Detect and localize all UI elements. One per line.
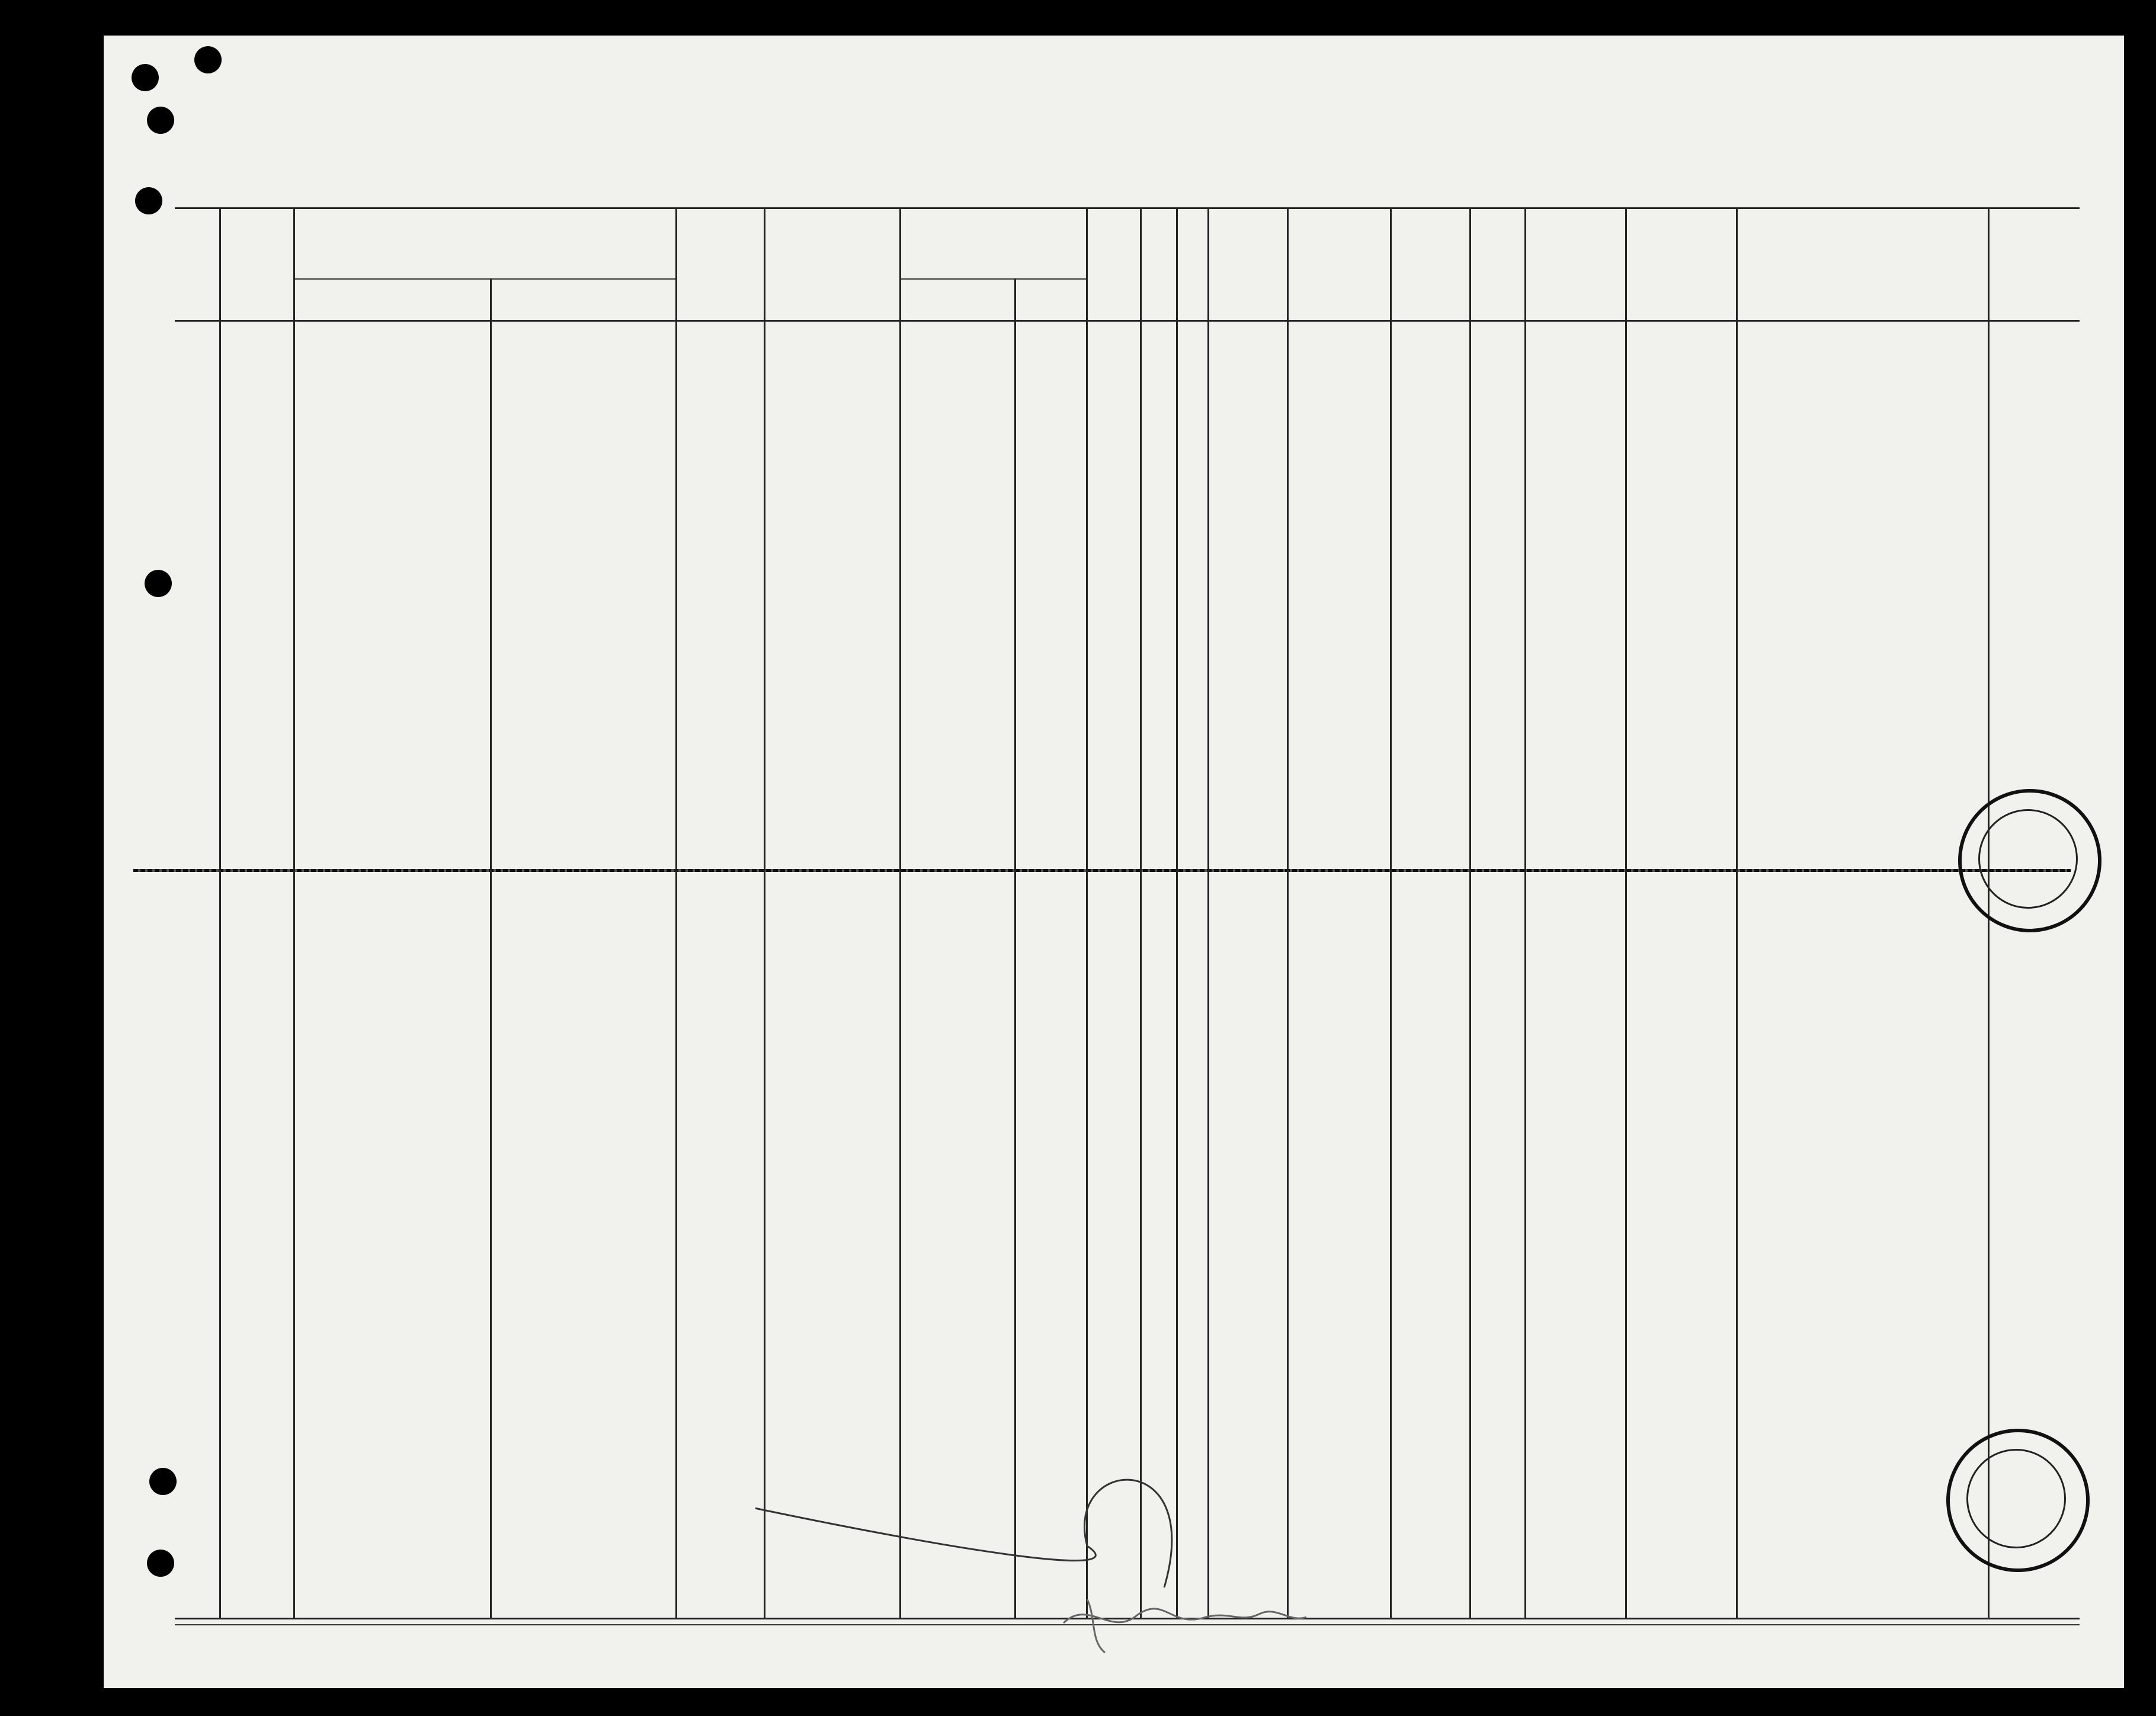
- table-row: [104, 718, 2118, 761]
- binder-hole: [194, 46, 222, 73]
- binder-hole: [132, 64, 159, 91]
- column-divider: [1469, 207, 1471, 1618]
- table-row: [104, 330, 2118, 373]
- binder-hole: [135, 187, 162, 214]
- column-divider: [490, 278, 492, 1618]
- manifest-sheet: [104, 36, 2124, 1688]
- table-row: [104, 373, 2118, 416]
- column-divider: [1524, 207, 1526, 1618]
- header-top-rule: [175, 207, 2080, 209]
- table-row: [104, 761, 2118, 804]
- column-divider: [219, 207, 221, 1618]
- column-divider: [675, 207, 677, 1618]
- table-row: [104, 632, 2118, 675]
- officer-signature: [755, 889, 1407, 1676]
- table-row: [104, 675, 2118, 718]
- column-divider: [1736, 207, 1738, 1618]
- binder-hole: [147, 1550, 174, 1577]
- binder-hole: [147, 107, 174, 134]
- header-bottom-rule: [175, 320, 2080, 322]
- column-divider: [293, 207, 295, 1618]
- table-row: [104, 804, 2118, 848]
- strike-through-line: [133, 869, 2071, 872]
- table-row: [104, 502, 2118, 546]
- consular-seal-stamp-2: [1946, 1429, 2090, 1572]
- table-row: [104, 848, 2118, 891]
- table-row: [104, 546, 2118, 589]
- consular-seal-stamp: [1958, 789, 2101, 932]
- shipped-sub-rule: [899, 278, 1086, 280]
- table-row: [104, 459, 2118, 502]
- name-sub-rule: [293, 278, 675, 280]
- table-row: [104, 416, 2118, 460]
- column-divider: [1625, 207, 1627, 1618]
- binder-hole: [149, 1468, 177, 1495]
- binder-hole: [145, 570, 172, 597]
- table-row: [104, 589, 2118, 632]
